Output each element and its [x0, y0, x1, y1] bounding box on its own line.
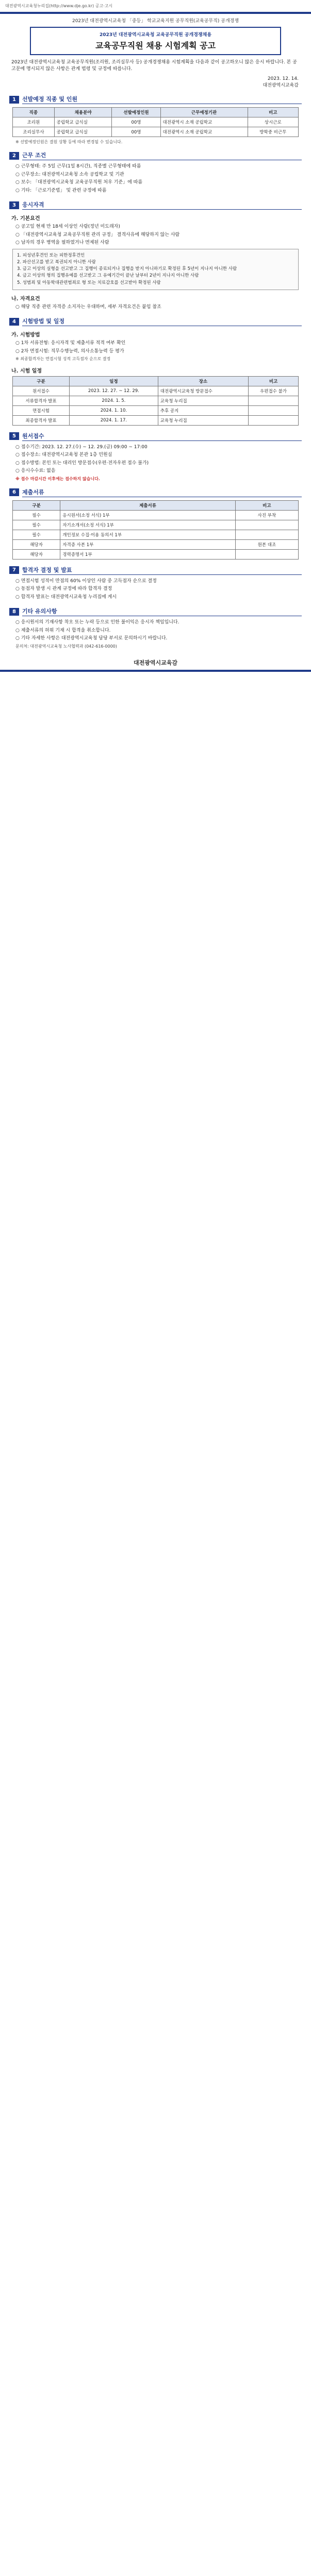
table-cell: 공립학교 급식실 — [54, 117, 112, 127]
table-cell: 필수 — [13, 530, 60, 539]
list-item: ○ 접수장소: 대전광역시교육청 본관 1층 민원실 — [15, 452, 112, 458]
table-cell: 2023. 12. 27. ~ 12. 29. — [70, 386, 158, 396]
recruit-note: ※ 선발예정인원은 결원 상황 등에 따라 변경될 수 있습니다. — [15, 140, 123, 145]
list-item: ○ 기타: 「근로기준법」 및 관련 규정에 따름 — [15, 188, 107, 193]
schedule-table-wrap — [12, 376, 299, 426]
list-item: 5. 성범죄 및 아동학대관련범죄로 형 또는 치료감호를 선고받아 확정된 사람 — [17, 280, 161, 285]
list-item: ○ 「대전광역시교육청 교육공무직원 관리 규정」 결격사유에 해당하지 않는 사람 — [15, 232, 180, 238]
table-cell: 조리실무사 — [13, 127, 55, 137]
section-title: 근무 조건 — [22, 151, 302, 160]
table-cell: 방학중 비근무 — [248, 127, 298, 137]
table-cell: 2024. 1. 17. — [70, 415, 158, 425]
subsection-title: 나. 시험 일정 — [11, 368, 42, 374]
table-cell: 교육청 누리집 — [158, 415, 248, 425]
table-cell: 사진 부착 — [235, 510, 298, 520]
table-cell: 대전광역시 소재 공립학교 — [160, 127, 248, 137]
table-cell: 경력증명서 1부 — [60, 549, 235, 559]
list-item: ○ 근무형태: 주 5일 근무(1일 8시간), 직종별 근무형태에 따름 — [15, 164, 141, 170]
section-7-heading — [9, 566, 302, 575]
list-item: ○ 1차 서류전형: 응시자격 및 제출서류 적격 여부 확인 — [15, 341, 126, 346]
table-cell: 원본 대조 — [235, 539, 298, 549]
section-1-heading — [9, 95, 302, 104]
section-title: 제출서류 — [22, 488, 302, 497]
list-item: ○ 기타 자세한 사항은 대전광역시교육청 담당 부서로 문의하시기 바랍니다. — [15, 636, 168, 641]
subsection-title: 가. 시험방법 — [11, 332, 40, 338]
org-line: 2023년 대전광역시교육청 「중등」 학교교육지원 공무직원(교육공무직) 공개경쟁 — [72, 19, 239, 24]
document-body — [9, 17, 302, 667]
header-bar — [0, 12, 311, 14]
section-number: 7 — [9, 566, 19, 574]
section-number: 1 — [9, 96, 19, 104]
table-row — [13, 127, 299, 137]
section-number: 6 — [9, 488, 19, 496]
contact-info: 문의처: 대전광역시교육청 노사협력과 (042-616-0000) — [15, 643, 117, 649]
notice-title: 교육공무직원 채용 시험계획 공고 — [95, 41, 216, 50]
col-header: 장소 — [158, 376, 248, 386]
table-cell: 필수 — [13, 510, 60, 520]
table-cell: 원서접수 — [13, 386, 70, 396]
table-cell: 우편접수 불가 — [249, 386, 299, 396]
section-8-heading — [9, 607, 302, 616]
table-row — [13, 386, 299, 396]
list-item: ○ 동점자 발생 시 관계 규정에 따라 합격자 결정 — [15, 586, 112, 592]
table-cell: 공립학교 급식실 — [54, 127, 112, 137]
section-2-heading — [9, 151, 302, 160]
table-cell — [235, 549, 298, 559]
col-header: 근무예정기관 — [160, 108, 248, 117]
documents-table-wrap — [12, 500, 299, 560]
recruit-table-wrap — [12, 107, 299, 137]
table-row — [13, 117, 299, 127]
section-number: 4 — [9, 318, 19, 326]
col-header: 직종 — [13, 108, 55, 117]
table-cell: 교육청 누리집 — [158, 396, 248, 405]
list-item: ○ 근무장소: 대전광역시교육청 소속 공립학교 및 기관 — [15, 172, 124, 177]
list-item: ○ 제출서류의 허위 기재 시 합격을 취소합니다. — [15, 628, 111, 633]
issuer-block — [12, 76, 299, 89]
table-row — [13, 510, 299, 520]
list-item: 2. 파산선고를 받고 복권되지 아니한 사람 — [17, 260, 96, 265]
table-cell — [249, 415, 299, 425]
table-cell — [249, 396, 299, 405]
table-row — [13, 549, 299, 559]
table-row — [13, 539, 299, 549]
table-row — [13, 415, 299, 425]
section-5-heading — [9, 432, 302, 441]
table-row — [13, 396, 299, 405]
table-cell: 서류합격자 발표 — [13, 396, 70, 405]
list-item: ※ 최종합격자는 면접시험 성적 고득점자 순으로 결정 — [15, 357, 111, 362]
table-cell: 00명 — [112, 127, 160, 137]
table-cell: 대전광역시 소재 공립학교 — [160, 117, 248, 127]
col-header: 비고 — [248, 108, 298, 117]
table-row — [13, 405, 299, 415]
list-item: ○ 응시수수료: 없음 — [15, 468, 56, 474]
section-number: 3 — [9, 201, 19, 209]
col-header: 채용분야 — [54, 108, 112, 117]
list-item: ○ 합격자 발표는 대전광역시교육청 누리집에 게시 — [15, 594, 117, 600]
section-4-heading — [9, 317, 302, 326]
notice-subtitle: 2023년 대전광역시교육청 교육공무직원 공개경쟁채용 — [99, 32, 212, 38]
table-cell: 00명 — [112, 117, 160, 127]
section-number: 2 — [9, 152, 19, 160]
list-item: ○ 접수기간: 2023. 12. 27.(수) ~ 12. 29.(금) 09:00 ~ 17:00 — [15, 444, 148, 450]
section-title: 시험방법 및 일정 — [22, 317, 302, 326]
col-header: 제출서류 — [60, 500, 235, 510]
table-cell: 상시근로 — [248, 117, 298, 127]
table-cell — [249, 405, 299, 415]
list-item: ○ 2차 면접시험: 직무수행능력, 의사소통능력 등 평가 — [15, 348, 124, 354]
col-header: 선발예정인원 — [112, 108, 160, 117]
section-3-heading — [9, 200, 302, 210]
list-item: ○ 보수: 「대전광역시교육청 교육공무직원 처우 기준」에 따름 — [15, 180, 143, 185]
list-item: ○ 공고일 현재 만 18세 이상인 사람(정년 미도래자) — [15, 224, 120, 230]
table-cell: 2024. 1. 10. — [70, 405, 158, 415]
section-6-heading — [9, 488, 302, 497]
warning-note: ※ 접수 마감시간 이후에는 접수하지 않습니다. — [15, 476, 100, 481]
table-cell: 해당자 — [13, 549, 60, 559]
col-header: 비고 — [249, 376, 299, 386]
footer-issuer: 대전광역시교육감 — [133, 659, 177, 666]
list-item: 3. 금고 이상의 실형을 선고받고 그 집행이 종료되거나 집행을 받지 아니하기로 확정된 후 5년이 지나지 아니한 사람 — [17, 266, 237, 272]
issuer-name: 대전광역시교육감 — [263, 82, 299, 88]
section-number: 5 — [9, 432, 19, 440]
list-item: ○ 남자의 경우 병역을 필하였거나 면제된 사람 — [15, 240, 109, 246]
schedule-table — [12, 376, 299, 426]
title-box — [30, 27, 281, 55]
section-title: 기타 유의사항 — [22, 607, 302, 616]
table-cell: 최종합격자 발표 — [13, 415, 70, 425]
table-cell: 응시원서(소정 서식) 1부 — [60, 510, 235, 520]
list-item: ○ 접수방법: 본인 또는 대리인 방문접수(우편·전자우편 접수 불가) — [15, 460, 149, 466]
table-row — [13, 530, 299, 539]
table-cell: 필수 — [13, 520, 60, 530]
list-item: 4. 금고 이상의 형의 집행유예를 선고받고 그 유예기간이 끝난 날부터 2년이 지나지 아니한 사람 — [17, 273, 199, 279]
disqualification-box — [12, 249, 299, 290]
table-cell — [235, 530, 298, 539]
table-cell — [235, 520, 298, 530]
table-cell: 개인정보 수집·이용 동의서 1부 — [60, 530, 235, 539]
table-row — [13, 520, 299, 530]
table-cell: 대전광역시교육청 방문접수 — [158, 386, 248, 396]
table-cell: 조리원 — [13, 117, 55, 127]
col-header: 구분 — [13, 500, 60, 510]
col-header: 일정 — [70, 376, 158, 386]
list-item: ○ 해당 직종 관련 자격증 소지자는 우대하며, 세부 자격요건은 붙임 참조 — [15, 304, 161, 310]
section-title: 합격자 결정 및 발표 — [22, 566, 302, 575]
top-note: 대전광역시교육청누리집(http://www.dje.go.kr) 공고·고시 — [5, 4, 113, 8]
section-number: 8 — [9, 608, 19, 616]
list-item: ○ 면접시험 성적이 만점의 60% 이상인 사람 중 고득점자 순으로 결정 — [15, 578, 157, 584]
list-item: ○ 응시원서의 기재사항 착오 또는 누락 등으로 인한 불이익은 응시자 책임입니다. — [15, 620, 179, 625]
intro-text: 2023년 대전광역시교육청 교육공무직원(조리원, 조리실무사 등) 공개경쟁채용 시험계획을 다음과 같이 공고하오니 많은 응시 바랍니다. 본 공고문에 명시되지 않은 사항은 관계 법령 및 규정에 따릅니다. — [11, 60, 297, 72]
section-title: 선발예정 직종 및 인원 — [22, 95, 302, 104]
table-cell: 2024. 1. 5. — [70, 396, 158, 405]
table-cell: 해당자 — [13, 539, 60, 549]
col-header: 비고 — [235, 500, 298, 510]
issuer-date: 2023. 12. 14. — [267, 76, 299, 82]
subsection-title: 나. 자격요건 — [11, 296, 40, 302]
table-cell: 자기소개서(소정 서식) 1부 — [60, 520, 235, 530]
table-cell: 추후 공지 — [158, 405, 248, 415]
documents-table — [12, 500, 299, 560]
table-cell: 면접시험 — [13, 405, 70, 415]
section-title: 응시자격 — [22, 200, 302, 210]
footer-bar — [0, 670, 311, 672]
subsection-title: 가. 기본요건 — [11, 216, 40, 222]
table-cell: 자격증 사본 1부 — [60, 539, 235, 549]
list-item: 1. 피성년후견인 또는 피한정후견인 — [17, 252, 85, 258]
section-title: 원서접수 — [22, 432, 302, 441]
col-header: 구분 — [13, 376, 70, 386]
recruit-table — [12, 107, 299, 137]
